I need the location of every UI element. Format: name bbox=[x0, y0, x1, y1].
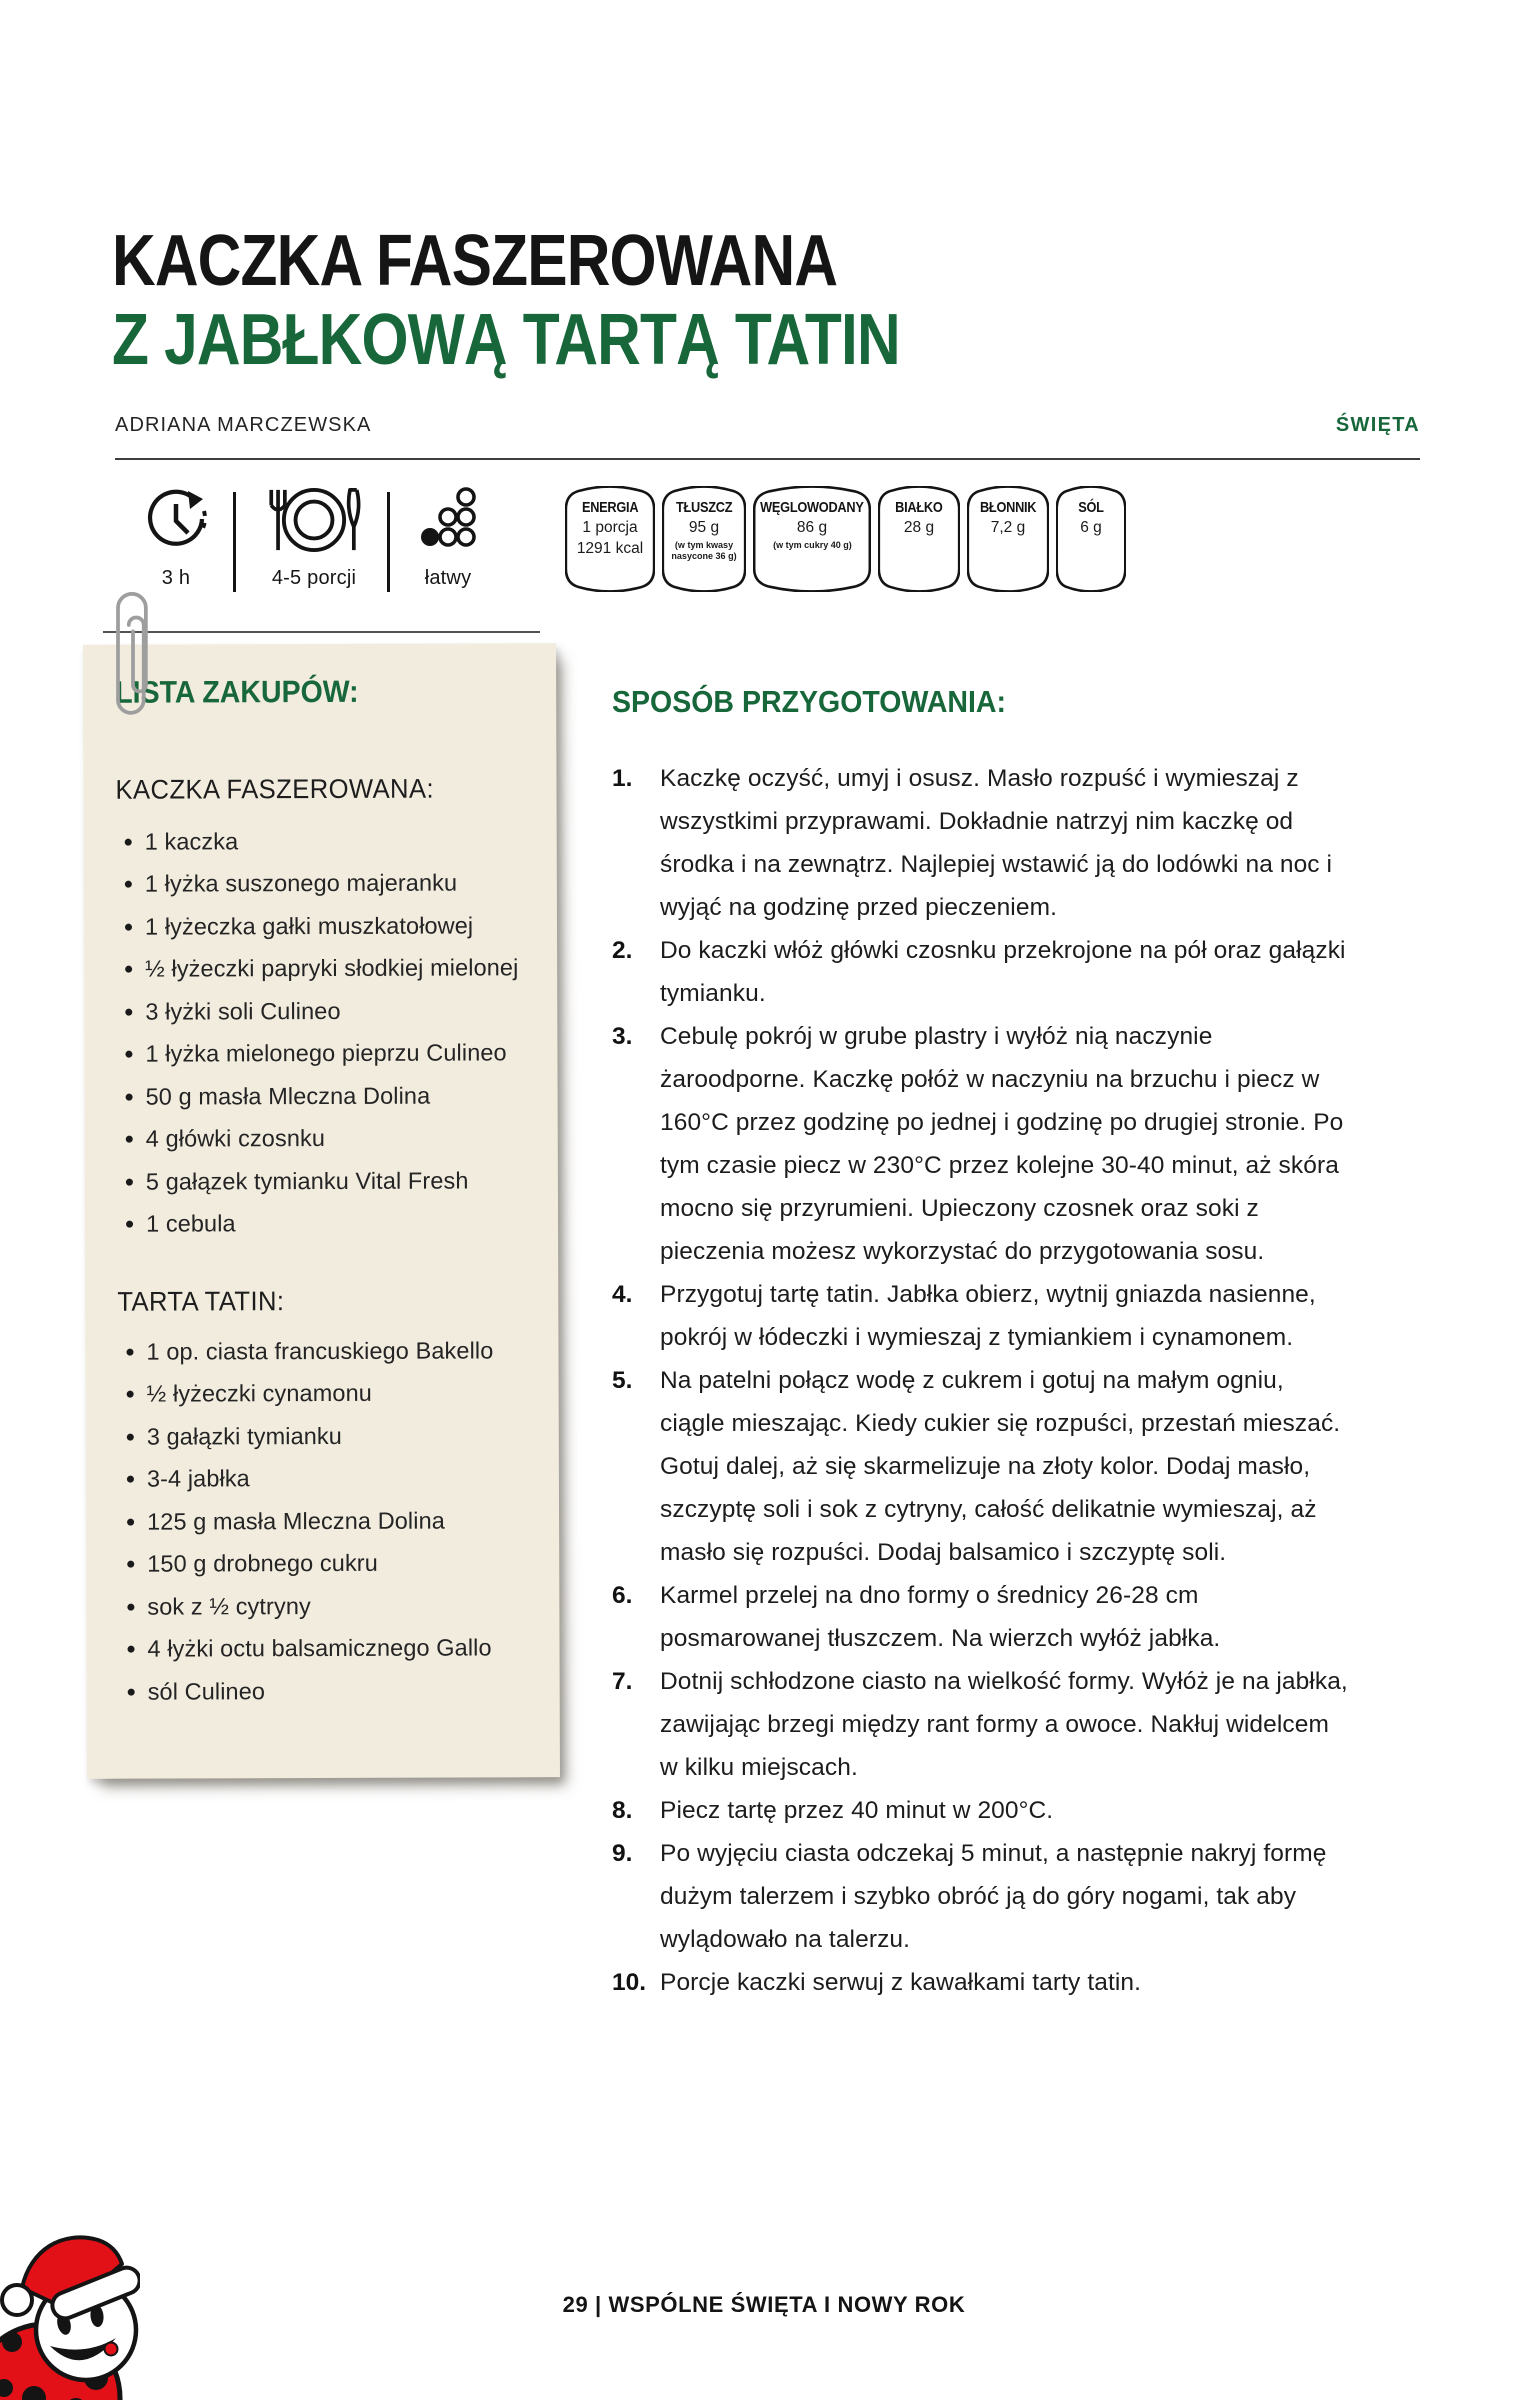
bullet-dot bbox=[127, 1476, 134, 1483]
step-number: 5. bbox=[612, 1367, 633, 1394]
plate-icon bbox=[262, 486, 366, 554]
step-row bbox=[612, 1359, 1352, 1574]
nutrition-box-energy bbox=[565, 486, 655, 592]
bullet-dot bbox=[126, 1221, 133, 1228]
step-number: 1. bbox=[612, 765, 633, 792]
bullet-dot bbox=[125, 838, 132, 845]
list-item: ½ łyżeczki cynamonu bbox=[118, 1372, 494, 1416]
preparation-title: SPOSÓB PRZYGOTOWANIA: bbox=[612, 684, 1007, 719]
step-row bbox=[612, 1789, 1352, 1832]
step-row bbox=[612, 929, 1352, 1015]
nutrition-box-carbs bbox=[753, 486, 871, 592]
nutrition-value: 6 g bbox=[1080, 519, 1102, 536]
bullet-dot bbox=[127, 1518, 134, 1525]
list-item: 4 główki czosnku bbox=[117, 1117, 519, 1161]
list-item: 150 g drobnego cukru bbox=[118, 1542, 494, 1586]
list-item: 3 łyżki soli Culineo bbox=[116, 989, 518, 1033]
shopping-list-panel bbox=[83, 643, 560, 1779]
nutrition-label: TŁUSZCZ bbox=[675, 499, 733, 516]
meta-divider bbox=[387, 492, 390, 592]
bullet-dot bbox=[126, 1348, 133, 1355]
list-item: 3 gałązki tymianku bbox=[118, 1414, 494, 1458]
nutrition-value: 95 g bbox=[688, 519, 720, 536]
step-text: Kaczkę oczyść, umyj i osusz. Masło rozpuść i wymieszaj z wszystkimi przyprawami. Dokładnie natrzyj nim kaczkę od środka i na zewnątrz. Najlepiej wstawić ją do lodówki na noc i wyjąć na godzinę przed pieczeniem. bbox=[660, 765, 1333, 921]
preparation-steps bbox=[612, 757, 1352, 2004]
step-row bbox=[612, 1574, 1352, 1660]
meta-difficulty bbox=[400, 486, 496, 590]
list-item: sok z ½ cytryny bbox=[118, 1584, 494, 1628]
step-number: 7. bbox=[612, 1668, 633, 1695]
meta-time bbox=[128, 486, 224, 590]
list-item: 1 łyżka suszonego majeranku bbox=[116, 862, 518, 906]
nutrition-box-fat bbox=[662, 486, 746, 592]
bullet-dot bbox=[127, 1391, 134, 1398]
bullet-dot bbox=[126, 1136, 133, 1143]
shopping-items-duck bbox=[116, 819, 520, 1245]
bullet-dot bbox=[125, 1051, 132, 1058]
header-divider bbox=[115, 458, 1420, 460]
list-item: sól Culineo bbox=[119, 1669, 495, 1713]
page-title bbox=[112, 222, 900, 380]
bullet-dot bbox=[127, 1603, 134, 1610]
bullet-dot bbox=[125, 966, 132, 973]
step-number: 9. bbox=[612, 1840, 633, 1867]
paperclip-icon bbox=[112, 580, 154, 730]
nutrition-box-fiber bbox=[967, 486, 1049, 592]
step-number: 8. bbox=[612, 1797, 633, 1824]
meta-servings bbox=[250, 486, 378, 590]
ladybug-mascot-icon bbox=[0, 2212, 140, 2400]
nutrition-value: 28 g bbox=[903, 519, 935, 536]
bullet-dot bbox=[127, 1433, 134, 1440]
step-row bbox=[612, 1015, 1352, 1273]
list-item: 5 gałązek tymianku Vital Fresh bbox=[117, 1159, 519, 1203]
nutrition-value: 1 porcja bbox=[582, 519, 638, 536]
step-text: Po wyjęciu ciasta odczekaj 5 minut, a następnie nakryj formę dużym talerzem i szybko obróć ją do góry nogami, tak aby wylądowało na talerzu. bbox=[660, 1840, 1327, 1953]
step-text: Karmel przelej na dno formy o średnicy 26-28 cm posmarowanej tłuszczem. Na wierzch wyłóż jabłka. bbox=[660, 1582, 1221, 1652]
list-item: 125 g masła Mleczna Dolina bbox=[118, 1499, 494, 1543]
recipe-title-line1: KACZKA FASZEROWANA bbox=[112, 221, 838, 301]
step-number: 10. bbox=[612, 1969, 647, 1996]
difficulty-label: łatwy bbox=[424, 567, 472, 589]
bullet-dot bbox=[126, 1093, 133, 1100]
page-footer bbox=[0, 2292, 1528, 2318]
bullet-dot bbox=[126, 1178, 133, 1185]
clock-icon bbox=[143, 486, 209, 552]
step-text: Piecz tartę przez 40 minut w 200°C. bbox=[660, 1797, 1054, 1824]
list-item: 1 kaczka bbox=[116, 819, 518, 863]
category-label: ŚWIĘTA bbox=[1335, 414, 1420, 436]
bullet-dot bbox=[128, 1688, 135, 1695]
step-row bbox=[612, 1832, 1352, 1961]
nutrition-box-protein bbox=[878, 486, 960, 592]
step-number: 4. bbox=[612, 1281, 633, 1308]
step-text: Dotnij schłodzone ciasto na wielkość formy. Wyłóż je na jabłka, zawijając brzegi między rant formy a owoce. Nakłuj widelcem w kilku miejscach. bbox=[660, 1668, 1348, 1781]
step-row bbox=[612, 1660, 1352, 1789]
list-item: 1 łyżeczka gałki muszkatołowej bbox=[116, 904, 518, 948]
list-item: 1 cebula bbox=[117, 1202, 519, 1246]
shopping-section-header: TARTA TATIN: bbox=[117, 1286, 285, 1317]
bullet-dot bbox=[125, 881, 132, 888]
step-number: 6. bbox=[612, 1582, 633, 1609]
nutrition-note: (w tym kwasy nasycone 36 g) bbox=[671, 540, 737, 562]
list-item: ½ łyżeczki papryki słodkiej mielonej bbox=[116, 947, 518, 991]
step-text: Porcje kaczki serwuj z kawałkami tarty tatin. bbox=[660, 1969, 1142, 1996]
recipe-title-line2: Z JABŁKOWĄ TARTĄ TATIN bbox=[112, 300, 900, 380]
step-number: 3. bbox=[612, 1023, 633, 1050]
nutrition-label: BŁONNIK bbox=[979, 499, 1037, 516]
difficulty-dots-icon bbox=[420, 486, 476, 548]
nutrition-label: SÓL bbox=[1078, 499, 1104, 516]
step-row bbox=[612, 1273, 1352, 1359]
step-text: Do kaczki włóż główki czosnku przekrojone na pół oraz gałązki tymianku. bbox=[660, 937, 1346, 1007]
meta-divider bbox=[233, 492, 236, 592]
nutrition-note: (w tym cukry 40 g) bbox=[772, 540, 852, 551]
bullet-dot bbox=[125, 1008, 132, 1015]
nutrition-value: 1291 kcal bbox=[576, 540, 644, 557]
page-number-and-issue: 29 | WSPÓLNE ŚWIĘTA I NOWY ROK bbox=[562, 2292, 966, 2317]
list-item: 50 g masła Mleczna Dolina bbox=[117, 1074, 519, 1118]
bullet-dot bbox=[125, 923, 132, 930]
nutrition-label: ENERGIA bbox=[581, 499, 639, 516]
step-text: Na patelni połącz wodę z cukrem i gotuj na małym ogniu, ciągle mieszając. Kiedy cukier się rozpuści, przestań mieszać. Gotuj dalej, aż się skarmelizuje na złoty kolor. Dodaj masło, szczyptę soli i sok z cytryny, całość delikatnie wymieszaj, aż masło się rozpuści. Dodaj balsamico i szczyptę soli. bbox=[660, 1367, 1341, 1566]
nutrition-value: 86 g bbox=[796, 519, 828, 536]
servings-label: 4-5 porcji bbox=[271, 567, 357, 589]
step-row bbox=[612, 757, 1352, 929]
nutrition-label: WĘGLOWODANY bbox=[760, 499, 864, 516]
step-text: Przygotuj tartę tatin. Jabłka obierz, wytnij gniazda nasienne, pokrój w łódeczki i wymieszaj z tymiankiem i cynamonem. bbox=[660, 1281, 1316, 1351]
nutrition-label: BIAŁKO bbox=[895, 499, 943, 516]
list-item: 3-4 jabłka bbox=[118, 1457, 494, 1501]
step-row bbox=[612, 1961, 1352, 2004]
bullet-dot bbox=[128, 1646, 135, 1653]
bullet-dot bbox=[127, 1561, 134, 1568]
shopping-section-header: KACZKA FASZEROWANA: bbox=[115, 773, 434, 805]
panel-top-line bbox=[103, 631, 540, 633]
time-label: 3 h bbox=[161, 567, 191, 589]
list-item: 4 łyżki octu balsamicznego Gallo bbox=[118, 1627, 494, 1671]
list-item: 1 op. ciasta francuskiego Bakello bbox=[117, 1329, 493, 1373]
nutrition-box-salt bbox=[1056, 486, 1126, 592]
list-item: 1 łyżka mielonego pieprzu Culineo bbox=[116, 1032, 518, 1076]
step-text: Cebulę pokrój w grube plastry i wyłóż nią naczynie żaroodporne. Kaczkę połóż w naczyniu na brzuchu i piecz w 160°C przez godzinę po jednej i godzinę po drugiej stronie. Po tym czasie piecz w 230°C przez kolejne 30-40 minut, aż skóra mocno się przyrumieni. Upieczony czosnek oraz soki z pieczenia możesz wykorzystać do przygotowania sosu. bbox=[660, 1023, 1344, 1265]
step-number: 2. bbox=[612, 937, 633, 964]
author-name: ADRIANA MARCZEWSKA bbox=[115, 414, 372, 436]
nutrition-value: 7,2 g bbox=[990, 519, 1026, 536]
shopping-items-tarte bbox=[117, 1329, 494, 1713]
byline-row bbox=[115, 414, 1420, 437]
shopping-list-title: LISTA ZAKUPÓW: bbox=[115, 673, 359, 710]
